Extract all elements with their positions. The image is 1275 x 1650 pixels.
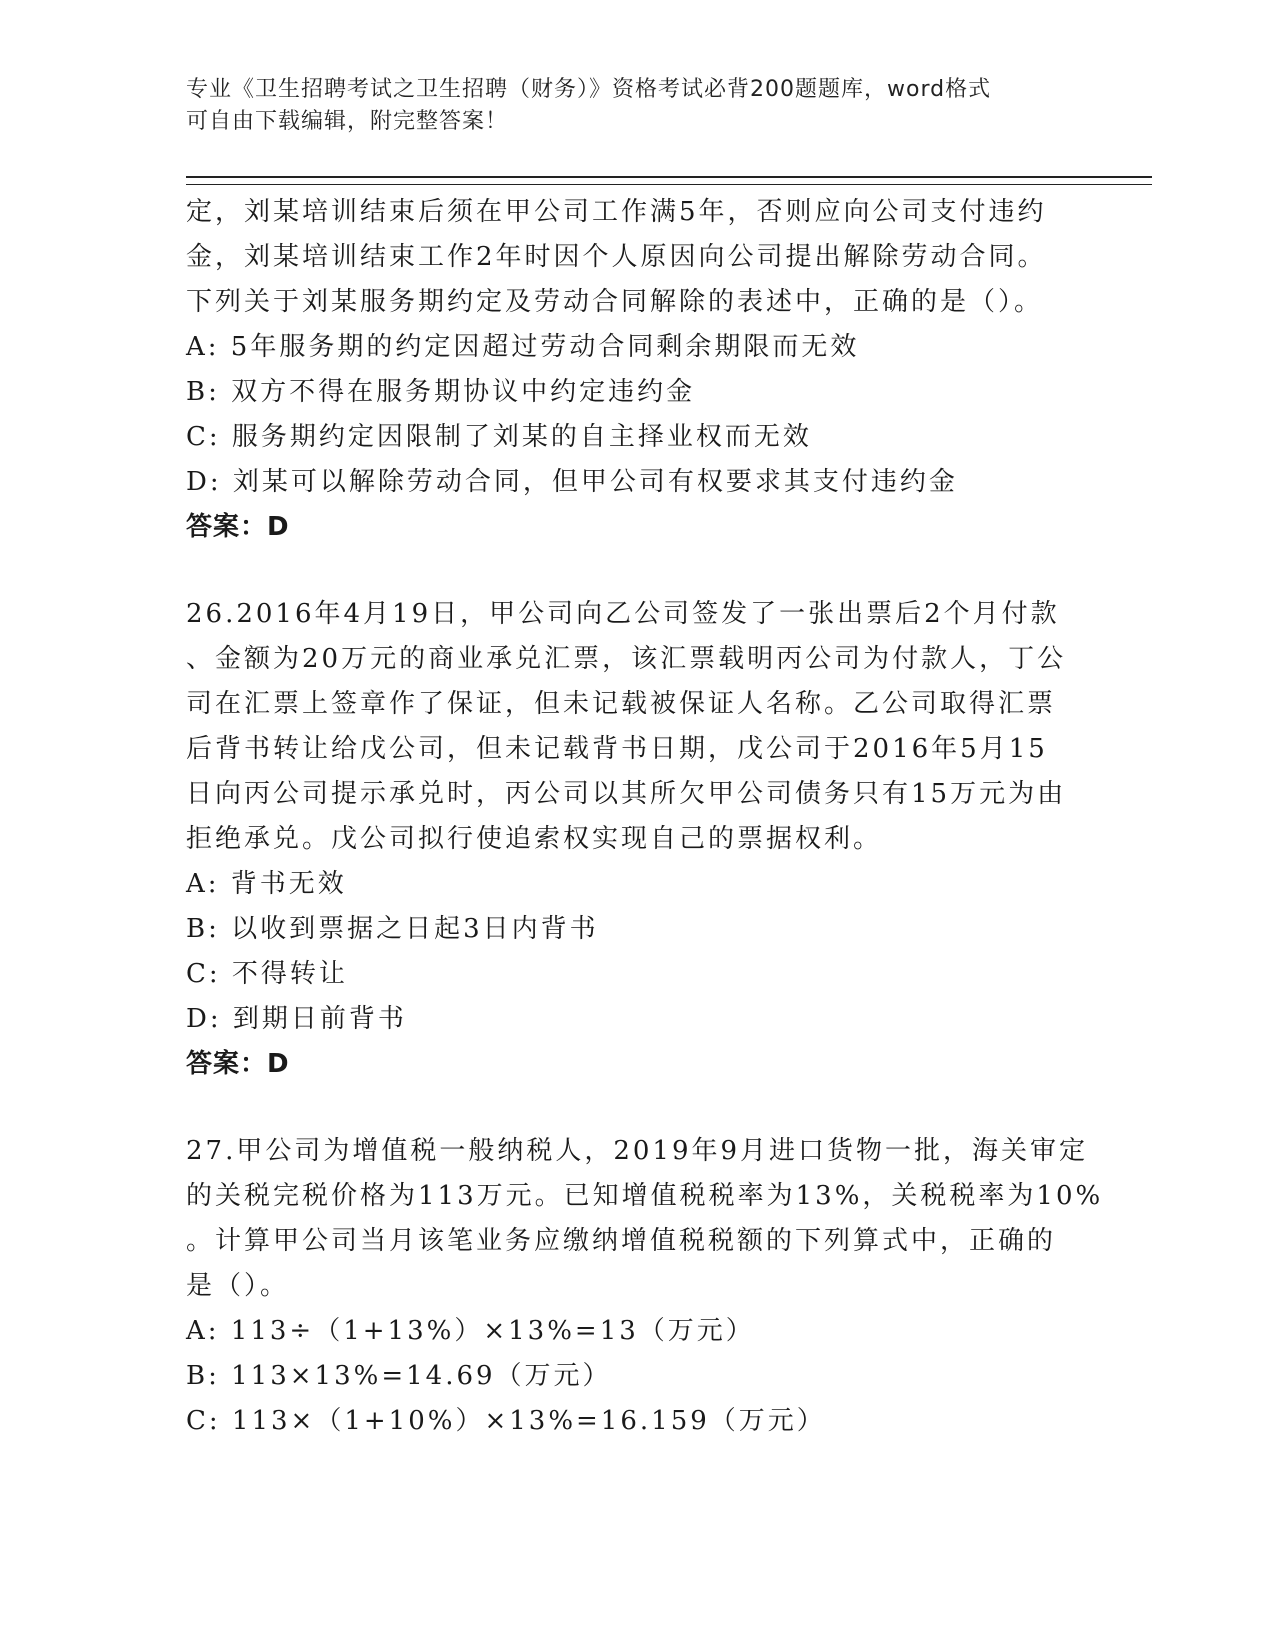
spacer	[186, 550, 1086, 592]
page-header	[186, 74, 1086, 138]
header-title-line-1: 专业《卫生招聘考试之卫生招聘（财务）》资格考试必背200题题库，word格式	[186, 77, 992, 102]
question-text-line: 是（）。	[186, 1271, 290, 1301]
question-text-line: 。计算甲公司当月该笔业务应缴纳增值税税额的下列算式中，正确的	[186, 1226, 1057, 1256]
option-c: C: 不得转让	[186, 959, 348, 989]
option-c: C: 113×（1+10%）×13%=16.159（万元）	[186, 1406, 826, 1436]
answer: 答案：D	[186, 1049, 290, 1079]
header-divider	[186, 176, 1152, 185]
option-a: A: 113÷（1+13%）×13%=13（万元）	[186, 1316, 755, 1346]
option-c: C: 服务期约定因限制了刘某的自主择业权而无效	[186, 422, 812, 452]
question-27	[186, 1129, 1104, 1444]
option-b: B: 113×13%=14.69（万元）	[186, 1361, 612, 1391]
question-text-line: 拒绝承兑。戊公司拟行使追索权实现自己的票据权利。	[186, 824, 883, 854]
option-d: D: 到期日前背书	[186, 1004, 407, 1034]
question-text-line: 金，刘某培训结束工作2年时因个人原因向公司提出解除劳动合同。	[186, 242, 1047, 272]
answer: 答案：D	[186, 512, 290, 542]
header-title-line-2: 可自由下载编辑，附完整答案！	[186, 109, 509, 134]
question-text-line: 司在汇票上签章作了保证，但未记载被保证人名称。乙公司取得汇票	[186, 689, 1057, 719]
question-text-line: 日向丙公司提示承兑时，丙公司以其所欠甲公司债务只有15万元为由	[186, 779, 1067, 809]
option-a: A: 5年服务期的约定因超过劳动合同剩余期限而无效	[186, 332, 860, 362]
question-text-line: 27.甲公司为增值税一般纳税人，2019年9月进口货物一批，海关审定	[186, 1136, 1089, 1166]
question-25	[186, 190, 1086, 550]
option-b: B: 双方不得在服务期协议中约定违约金	[186, 377, 696, 407]
question-26	[186, 592, 1086, 1087]
question-text-line: 、金额为20万元的商业承兑汇票，该汇票载明丙公司为付款人，丁公	[186, 644, 1067, 674]
option-d: D: 刘某可以解除劳动合同，但甲公司有权要求其支付违约金	[186, 467, 958, 497]
question-text-line: 下列关于刘某服务期约定及劳动合同解除的表述中，正确的是（）。	[186, 287, 1044, 317]
question-text-line: 后背书转让给戊公司，但未记载背书日期，戊公司于2016年5月15	[186, 734, 1048, 764]
spacer	[186, 1087, 1086, 1129]
question-text-line: 26.2016年4月19日，甲公司向乙公司签发了一张出票后2个月付款	[186, 599, 1060, 629]
option-a: A: 背书无效	[186, 869, 347, 899]
option-b: B: 以收到票据之日起3日内背书	[186, 914, 599, 944]
question-text-line: 定，刘某培训结束后须在甲公司工作满5年，否则应向公司支付违约	[186, 197, 1047, 227]
document-body	[186, 190, 1104, 1444]
question-text-line: 的关税完税价格为113万元。已知增值税税率为13%，关税税率为10%	[186, 1181, 1104, 1211]
